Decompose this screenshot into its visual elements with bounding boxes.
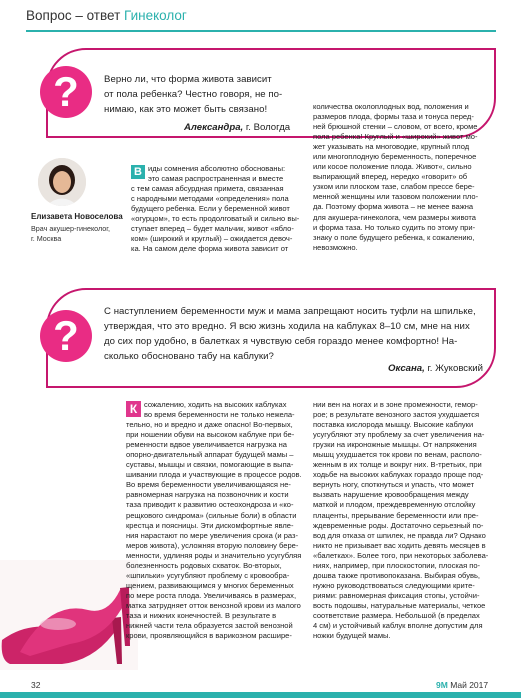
text-line: маткой и плодом, преждевременную отслойку (313, 500, 476, 510)
question-1-author-name: Александра, (184, 122, 244, 133)
text-line: во время беременности не только нежела- (144, 410, 295, 420)
doctor-name: Елизавета Новоселова (31, 212, 123, 221)
high-heel-shoes-icon (0, 560, 138, 670)
question-2-author-city: г. Жуковский (427, 363, 484, 374)
page-number: 32 (31, 680, 41, 690)
text-line: вернуть ногу, споткнуться и упасть, что может (313, 480, 475, 490)
answer-2-left-column (126, 400, 302, 641)
text-line: ножки будущей мамы. (313, 631, 391, 641)
text-line: поставка кислорода мышцу. Высокие каблуки (313, 420, 474, 430)
question-1-line: от пола ребенка? Честно говоря, не по- (104, 89, 283, 100)
text-line: вод для отказа от шпилек, не правда ли? Однако (313, 530, 486, 540)
doctor-avatar (38, 158, 86, 206)
doctor-photo (38, 158, 86, 206)
text-line: плаценты, прерывание беременности или пре- (313, 510, 479, 520)
text-line: никто не призывает вас ходить девять месяцев в (313, 540, 486, 550)
dropcap: К (126, 401, 141, 417)
question-mark-icon: ? (40, 66, 92, 118)
doctor-role-line: г. Москва (31, 234, 62, 243)
question-2-author-name: Оксана, (388, 363, 425, 374)
issue-date: Май 2017 (450, 680, 489, 690)
text-line: опорно-двигательный аппарат будущей мамы – (126, 450, 294, 460)
section-title (26, 8, 496, 23)
page-footer (0, 676, 521, 700)
question-mark-icon: ? (40, 310, 92, 362)
text-line: ременности вдвое увеличивается нагрузка на (126, 440, 287, 450)
text-line: пола ребенка! Круглый и «широкий» живот мо- (313, 132, 478, 142)
question-2-text (104, 304, 494, 364)
text-line: это самая распространенная и вместе (148, 174, 284, 184)
question-2-line: сколько обосновано табу на каблуки? (104, 351, 274, 362)
text-line: усугубляют эту проблему за счет увеличения на- (313, 430, 485, 440)
text-line: рое; в результате венозного застоя ухудшается (313, 410, 480, 420)
text-line: для акушера-гинеколога, чем размеры живота (313, 212, 476, 222)
text-line: с народными методами «определения» пола (131, 194, 289, 204)
text-line: и форма таза. Но только судить по этому при- (313, 222, 476, 232)
text-line: иды сомнения абсолютно обоснованы: (148, 164, 286, 173)
text-line: равномерная нагрузка на позвоночник и кости (126, 490, 289, 500)
question-1-author-city: г. Вологда (245, 122, 291, 133)
text-line: вызвать нарушение кровообращения между (313, 490, 469, 500)
text-line: ходьбе на высоких каблуках гораздо проще под- (313, 470, 484, 480)
text-line: ступает вперед – будет мальчик, живот «ябло- (131, 224, 294, 234)
text-line: щением, развивающимся у многих беременных (126, 580, 294, 590)
question-2-line: С наступлением беременности муж и мама запрещают носить туфли на шпильке, (104, 306, 476, 317)
text-line: нии вен на ногах и в зоне промежности, гемор- (313, 400, 478, 409)
text-line: или косое положение плода. Живот«, сильно (313, 162, 472, 172)
text-line: невозможно. (313, 242, 358, 252)
text-line: нижней части тела образуется застой венозной (126, 621, 293, 631)
text-line: количества околоплодных вод, положения и (313, 102, 469, 111)
text-line: шивании плода и участвующие в процессе родов. (126, 470, 302, 480)
text-line: «балетках». Более того, при некоторых заболева- (313, 550, 489, 560)
answer-2-right-column (313, 400, 491, 641)
section-title-accent: Гинеколог (124, 8, 187, 23)
text-line: размеров плода, формы таза и тонуса перед- (313, 112, 474, 122)
text-line: мышц ухудшается ток крови по венам, располо- (313, 450, 482, 460)
section-header (26, 8, 496, 34)
question-1-author (184, 122, 290, 133)
text-line: ждевременные роды. Достаточно серьезный по- (313, 520, 484, 530)
text-line: выпирающий вперед, нередко «говорит» об (313, 172, 468, 182)
text-line: сожалению, ходить на высоких каблуках (144, 400, 287, 409)
text-line: с тем самая абсурдная примета, связанная (131, 184, 284, 194)
text-line: женным в их толще и вокруг них. В-третьих, при (313, 460, 482, 470)
magazine-brand: 9М (436, 680, 448, 690)
text-line: узком или плоском тазе, слабом прессе бере- (313, 182, 475, 192)
text-line: менности, удлиняя роды и значительно усугубляя (126, 550, 302, 560)
text-line: риями: равномерная фиксация стопы, устойчи- (313, 590, 480, 600)
section-title-prefix: Вопрос – ответ (26, 8, 121, 23)
text-line: тельно, но и вредно и даже опасно! Во-первых, (126, 420, 293, 430)
text-line: меров живота), усложняя вторую половину бере- (126, 540, 299, 550)
text-line: по мере роста плода. Увеличиваясь в размерах, (126, 590, 297, 600)
text-line: рещкового синдрома» (сильные боли) в области (126, 510, 297, 520)
text-line: знаку о поле будущего ребенка, к сожалению, (313, 232, 475, 242)
text-line: дошва также противопоказана. Выбирая обувь, (313, 570, 481, 580)
text-line: болезненность родовых схваток. Во-вторых, (126, 560, 282, 570)
text-line: ком» (широкий и круглый) – ожидается девоч- (131, 234, 293, 244)
text-line: да. Поэтому форма живота – не менее важна (313, 202, 474, 212)
text-line: или многоплодную беременность, поперечное (313, 152, 477, 162)
text-line: ния нарастают по мере увеличения срока (и раз- (126, 530, 298, 540)
text-line: крестца и поясницы. Эти дискомфортные явле- (126, 520, 294, 530)
answer-1-left-column (131, 164, 302, 254)
text-line: матка затрудняет отток венозной крови из малого (126, 600, 301, 610)
question-2-line: утверждая, что это вредно. Я всю жизнь ходила на каблуках 8–10 см, мне на них (104, 321, 470, 332)
question-1-line: Верно ли, что форма живота зависит (104, 74, 272, 85)
text-line: «шпильки» усугубляют проблему с кровообра- (126, 570, 290, 580)
text-line: «огурцом», то есть продолговатый и сильно вы- (131, 214, 300, 224)
text-line: ниях, например, при плоскостопии, плоская по- (313, 560, 481, 570)
text-line: таза приводит к развитию остеохондроза и «ко- (126, 500, 294, 510)
text-line: при ношении обуви на высоком каблуке при бе- (126, 430, 295, 440)
text-line: таза и нижних конечностей. В результате в (126, 610, 277, 620)
text-line: грузки на икроножные мышцы. От напряжения (313, 440, 477, 450)
text-line: крови, проявляющийся в варикозном расшире- (126, 631, 292, 641)
answer-1-right-column (313, 102, 489, 253)
text-line: жет указывать на многоводие, крупный плод (313, 142, 470, 152)
text-line: ней брюшной стенки – словом, от всего, кроме (313, 122, 478, 132)
text-line: соответствие размера. Небольшой (в пределах (313, 610, 480, 620)
magazine-issue (436, 680, 488, 690)
question-2-author (388, 363, 483, 374)
text-line: суставы, мышцы и связки, помогающие в выпа- (126, 460, 294, 470)
text-line: нужно руководствоваться следующими крите- (313, 580, 475, 590)
header-rule (26, 30, 496, 32)
doctor-role-line: Врач акушер-гинеколог, (31, 224, 111, 233)
text-line: менной женщины или тазовом положении пло- (313, 192, 479, 202)
dropcap: В (131, 165, 145, 179)
question-1-line: нимаю, как это может быть связано! (104, 104, 268, 115)
text-line: Во время беременности увеличивающаяся не- (126, 480, 291, 490)
question-2-line: до сих пор удобно, в балетках я чувствую себя гораздо менее комфортно! На- (104, 336, 458, 347)
text-line: будущего ребенка. Если у беременной живот (131, 204, 290, 214)
text-line: 4 см) и устойчивый каблук вполне допустим для (313, 621, 483, 631)
footer-bar (0, 692, 521, 698)
text-line: вость подошвы, натуральные материалы, четкое (313, 600, 486, 610)
doctor-role (31, 224, 126, 244)
text-line: ка. На самом деле форма живота зависит от (131, 244, 289, 254)
